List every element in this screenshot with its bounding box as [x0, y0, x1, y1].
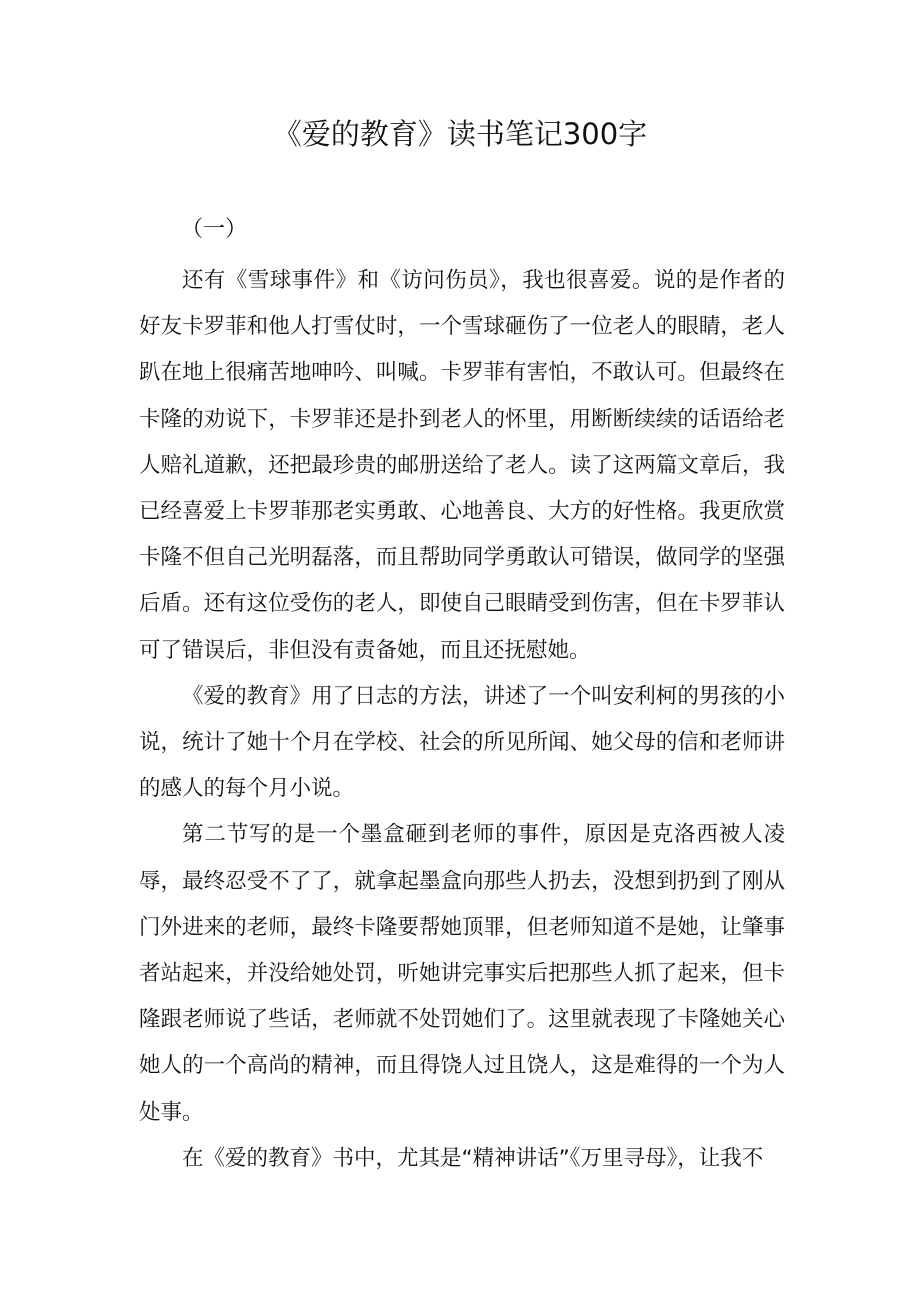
- document-title: 《爱的教育》读书笔记300字: [272, 117, 648, 151]
- paragraph-3: 第二节写的是一个墨盒砸到老师的事件，原因是克洛西被人凌辱，最终忍受不了了，就拿起墨盒向那些人扔去，没想到扔到了刚从门外进来的老师，最终卡隆要帮她顶罪，但老师知道不是她，让肇事者站起来，并没给她处罚，听她讲完事实后把那些人抓了起来，但卡隆跟老师说了些话，老师就不处罚她们了。这里就表现了卡隆她关心她人的一个高尚的精神，而且得饶人过且饶人，这是难得的一个为人处事。: [139, 822, 785, 1125]
- section-marker: （一）: [181, 217, 248, 242]
- paragraph-2: 《爱的教育》用了日志的方法，讲述了一个叫安利柯的男孩的小说，统计了她十个月在学校、社会的所见所闻、她父母的信和老师讲的感人的每个月小说。: [139, 683, 785, 802]
- body-text: [139, 258, 785, 1182]
- paragraph-4: 在《爱的教育》书中，尤其是“精神讲话”《万里寻母》，让我不: [182, 1145, 764, 1171]
- paragraph-1: 还有《雪球事件》和《访问伤员》，我也很喜爱。说的是作者的好友卡罗菲和他人打雪仗时，一个雪球砸伤了一位老人的眼睛，老人趴在地上很痛苦地呻吟、叫喊。卡罗菲有害怕，不敢认可。但最终在卡隆的劝说下，卡罗菲还是扑到老人的怀里，用断断续续的话语给老人赔礼道歉，还把最珍贵的邮册送给了老人。读了这两篇文章后，我已经喜爱上卡罗菲那老实勇敢、心地善良、大方的好性格。我更欣赏卡隆不但自己光明磊落，而且帮助同学勇敢认可错误，做同学的坚强后盾。还有这位受伤的老人，即使自己眼睛受到伤害，但在卡罗菲认可了错误后，非但没有责备她，而且还抚慰她。: [139, 268, 785, 663]
